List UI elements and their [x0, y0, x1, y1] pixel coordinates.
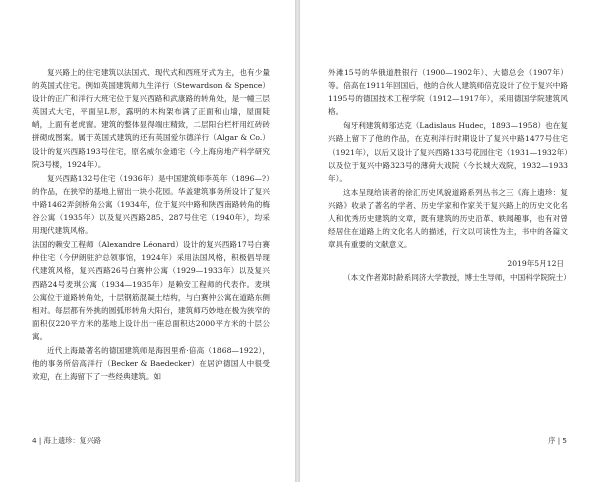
- right-page: [300, 0, 595, 482]
- page-footer-left: 4 | 海上遗珍：复兴路: [32, 436, 102, 445]
- paragraph: 匈牙利建筑师邬达克（Ladislaus Hudec，1893—1958）也在复兴路上留下了他的作品，在克利洋行时期设计了复兴中路1477号住宅（1921年），以后又设计了复兴西路133号花园住宅（1931—1932年）以及位于复兴中路323号的薄荷大戏院（今长城大戏院，1932—1933年）。: [328, 121, 568, 183]
- left-page: [0, 0, 295, 482]
- right-page-body: [328, 66, 571, 286]
- author-note: （本文作者郑时龄系同济大学教授，博士生导师，中国科学院院士）: [343, 273, 571, 283]
- paragraph: 法国的赖安工程师（Alexandre Léonard）设计的复兴西路17号白赛仲住宅（今伊朗驻沪总领事馆，1924年）采用法国风格，积极倡导现代建筑风格，复兴西路26号白赛仲公寓（1929—1933年）以及复兴西路24号麦琪公寓（1934—1935年）是赖安工程师的代表作。麦琪公寓位于道路转角处，十层钢筋混凝土结构，与白赛仲公寓在道路东侧相对。每层都有外挑的圆弧形转角大阳台，建筑师巧妙地在极为狭窄的面积仅220平方米的基地上设计出一座总面积达2000平方米的十层公寓。: [32, 240, 270, 341]
- paragraph: 近代上海最著名的德国建筑师是海因里希·倍高（1868—1922），他的事务所倍高洋行（Becker & Baedecker）在居沪德国人中很受欢迎，在上海留下了一些经典建筑。如: [32, 345, 270, 382]
- paragraph: 复兴路上的住宅建筑以法国式、现代式和西班牙式为主，也有少量的英国式住宅。例如英国建筑师九生洋行（Stewardson & Spence）设计的正广和洋行大班宅位于复兴西路和武康路的转角处，是一幢三层英国式大宅，平面呈L形，露明的木构架布满了正面和山墙，屋面陡峭，上面有老虎窗。建筑的整体显得端庄精致，二层阳台栏杆用红砖砖拼砌成图案。属于英国式建筑的还有英国爱尔德洋行（Algar & Co.）设计的复兴西路193号住宅，原名威尔金通宅（今上海房地产科学研究院3号楼，1924年）。: [32, 68, 270, 169]
- paragraph: 外滩15号的华俄道胜银行（1900—1902年）、大德总会（1907年）等。倍高在1911年回国后，他的合伙人建筑师倍克设计了位于复兴中路1195号的德国技术工程学院（1912—1917年），采用德国学院建筑风格。: [328, 68, 568, 117]
- date-line: 2019年5月12日: [507, 259, 564, 269]
- page-footer-right: 序 | 5: [548, 436, 567, 445]
- paragraph: 这本呈现给读者的徐汇历史风貌道路系列丛书之三《海上遗珍：复兴路》收录了著名的学者、历史学家和作家关于复兴路上的历史文化名人和优秀历史建筑的文章，既有建筑的历史沿革、轶闻趣事，也有对曾经居住在道路上的文化名人的描述，行文以可读性为主，书中的各篇文章具有重要的文献意义。: [328, 187, 568, 250]
- paragraph: 复兴西路132号住宅（1936年）是中国建筑师李英年（1896—?）的作品，在狭窄的基地上留出一块小花园。华盖建筑事务所设计了复兴中路1462弄剑桥角公寓（1934年，位于复兴中路和陕西南路转角的梅谷公寓（1935年）以及复兴西路285、287号住宅（1940年），均采用现代建筑风格。: [32, 173, 270, 236]
- left-page-body: [32, 66, 270, 384]
